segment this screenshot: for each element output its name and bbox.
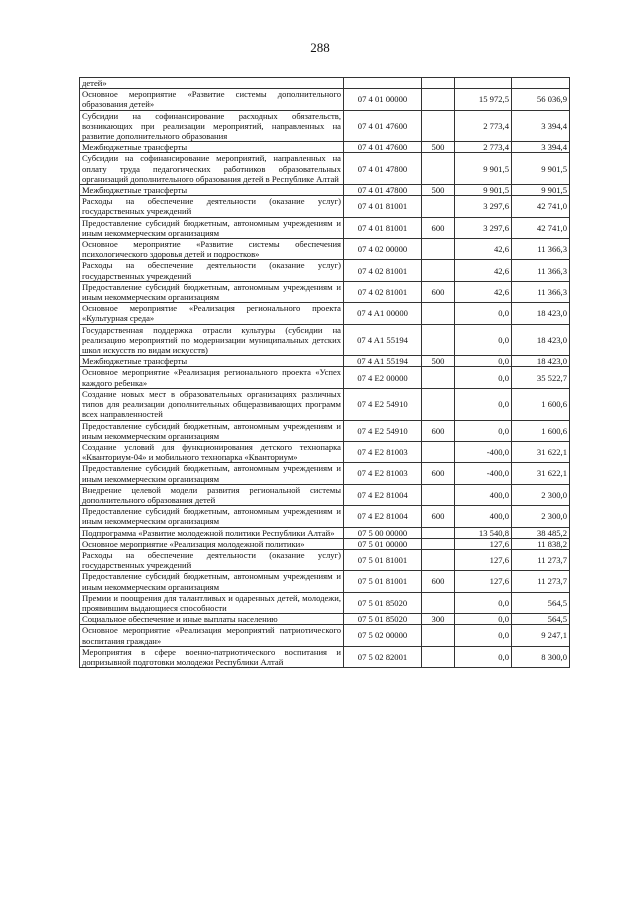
row-name: Мероприятия в сфере военно-патриотического воспитания и допризывной подготовки молодежи Республики Алтай — [80, 646, 344, 667]
table-row — [80, 571, 570, 592]
row-name: Расходы на обеспечение деятельности (оказание услуг) государственных учреждений — [80, 196, 344, 217]
row-code: 07 4 01 47800 — [344, 185, 422, 196]
row-expense-type: 600 — [422, 217, 455, 238]
row-expense-type — [422, 260, 455, 281]
row-code: 07 4 E2 54910 — [344, 420, 422, 441]
table-row — [80, 538, 570, 549]
row-name: Основное мероприятие «Развитие системы обеспечения психологического здоровья детей и подростков» — [80, 239, 344, 260]
row-name: Предоставление субсидий бюджетным, автономным учреждениям и иным некоммерческим организациям — [80, 281, 344, 302]
row-name: Межбюджетные трансферты — [80, 185, 344, 196]
table-row — [80, 420, 570, 441]
row-expense-type — [422, 196, 455, 217]
table-row — [80, 484, 570, 505]
row-value-total: 564,5 — [512, 614, 570, 625]
row-value-change: 0,0 — [455, 388, 512, 420]
row-name: Межбюджетные трансферты — [80, 356, 344, 367]
table-row — [80, 463, 570, 484]
row-code: 07 5 01 81001 — [344, 571, 422, 592]
row-code: 07 5 01 81001 — [344, 549, 422, 570]
row-expense-type — [422, 549, 455, 570]
row-value-change: 0,0 — [455, 420, 512, 441]
row-value-change: 0,0 — [455, 614, 512, 625]
row-name: Премии и поощрения для талантливых и одаренных детей, молодежи, проявившим выдающиеся способности — [80, 592, 344, 613]
row-code: 07 4 E2 81003 — [344, 441, 422, 462]
row-expense-type — [422, 110, 455, 142]
row-name: Расходы на обеспечение деятельности (оказание услуг) государственных учреждений — [80, 549, 344, 570]
row-name: Основное мероприятие «Реализация молодежной политики» — [80, 538, 344, 549]
table-row — [80, 185, 570, 196]
row-value-total: 42 741,0 — [512, 196, 570, 217]
table-row — [80, 239, 570, 260]
row-name: Предоставление субсидий бюджетным, автономным учреждениям и иным некоммерческим организациям — [80, 463, 344, 484]
row-value-change: 400,0 — [455, 506, 512, 527]
row-value-change: 9 901,5 — [455, 185, 512, 196]
row-value-change: 0,0 — [455, 625, 512, 646]
row-code: 07 4 01 00000 — [344, 89, 422, 110]
row-name: детей» — [80, 78, 344, 89]
table-row — [80, 196, 570, 217]
row-expense-type — [422, 78, 455, 89]
row-code: 07 5 00 00000 — [344, 527, 422, 538]
row-code — [344, 78, 422, 89]
row-code: 07 4 E2 00000 — [344, 367, 422, 388]
row-value-change — [455, 78, 512, 89]
row-expense-type: 600 — [422, 420, 455, 441]
row-value-total: 9 901,5 — [512, 185, 570, 196]
table-row — [80, 388, 570, 420]
row-value-change: 42,6 — [455, 239, 512, 260]
row-name: Подпрограмма «Развитие молодежной политики Республики Алтай» — [80, 527, 344, 538]
row-expense-type — [422, 388, 455, 420]
row-value-total: 42 741,0 — [512, 217, 570, 238]
row-name: Расходы на обеспечение деятельности (оказание услуг) государственных учреждений — [80, 260, 344, 281]
row-value-total: 8 300,0 — [512, 646, 570, 667]
row-value-total: 9 247,1 — [512, 625, 570, 646]
row-expense-type — [422, 527, 455, 538]
row-value-change: 2 773,4 — [455, 142, 512, 153]
row-value-change: 0,0 — [455, 367, 512, 388]
table-row — [80, 592, 570, 613]
row-expense-type: 500 — [422, 142, 455, 153]
row-code: 07 4 01 47600 — [344, 142, 422, 153]
row-value-change: 0,0 — [455, 646, 512, 667]
page-number: 288 — [310, 40, 330, 55]
row-name: Основное мероприятие «Реализация регионального проекта «Культурная среда» — [80, 303, 344, 324]
row-expense-type — [422, 538, 455, 549]
row-name: Предоставление субсидий бюджетным, автономным учреждениям и иным некоммерческим организациям — [80, 420, 344, 441]
row-name: Основное мероприятие «Развитие системы дополнительного образования детей» — [80, 89, 344, 110]
row-expense-type: 600 — [422, 463, 455, 484]
row-name: Субсидии на софинансирование расходных обязательств, возникающих при реализации мероприятий, направленных на развитие дополнительного образования — [80, 110, 344, 142]
row-expense-type — [422, 625, 455, 646]
budget-table-body — [80, 78, 570, 668]
row-value-change: 42,6 — [455, 260, 512, 281]
row-code: 07 5 01 85020 — [344, 592, 422, 613]
table-row — [80, 110, 570, 142]
row-code: 07 5 01 85020 — [344, 614, 422, 625]
row-code: 07 5 01 00000 — [344, 538, 422, 549]
row-value-change: 0,0 — [455, 356, 512, 367]
row-value-change: 3 297,6 — [455, 217, 512, 238]
row-value-total: 31 622,1 — [512, 441, 570, 462]
row-code: 07 4 E2 81004 — [344, 506, 422, 527]
row-code: 07 4 01 81001 — [344, 196, 422, 217]
row-expense-type — [422, 592, 455, 613]
row-name: Внедрение целевой модели развития региональной системы дополнительного образования детей — [80, 484, 344, 505]
table-row — [80, 281, 570, 302]
row-value-change: 13 540,8 — [455, 527, 512, 538]
table-row — [80, 527, 570, 538]
budget-table — [79, 77, 570, 668]
table-row — [80, 260, 570, 281]
row-code: 07 4 01 81001 — [344, 217, 422, 238]
table-row — [80, 324, 570, 356]
table-row — [80, 142, 570, 153]
row-value-total: 11 838,2 — [512, 538, 570, 549]
row-value-total: 2 300,0 — [512, 506, 570, 527]
row-expense-type — [422, 89, 455, 110]
row-value-total: 11 366,3 — [512, 239, 570, 260]
table-row — [80, 153, 570, 185]
row-code: 07 4 E2 81003 — [344, 463, 422, 484]
row-code: 07 5 02 00000 — [344, 625, 422, 646]
table-row — [80, 549, 570, 570]
table-row — [80, 217, 570, 238]
row-code: 07 4 A1 00000 — [344, 303, 422, 324]
row-value-change: 400,0 — [455, 484, 512, 505]
row-expense-type: 600 — [422, 281, 455, 302]
row-value-change: 0,0 — [455, 592, 512, 613]
row-value-total: 1 600,6 — [512, 420, 570, 441]
row-value-total: 56 036,9 — [512, 89, 570, 110]
row-code: 07 4 A1 55194 — [344, 356, 422, 367]
row-value-change: 9 901,5 — [455, 153, 512, 185]
row-code: 07 4 E2 81004 — [344, 484, 422, 505]
row-value-change: 15 972,5 — [455, 89, 512, 110]
row-expense-type — [422, 367, 455, 388]
row-value-change: 42,6 — [455, 281, 512, 302]
row-value-change: 127,6 — [455, 549, 512, 570]
row-value-change: -400,0 — [455, 463, 512, 484]
row-value-change: 0,0 — [455, 303, 512, 324]
row-value-change: 127,6 — [455, 571, 512, 592]
row-value-total: 35 522,7 — [512, 367, 570, 388]
row-name: Предоставление субсидий бюджетным, автономным учреждениям и иным некоммерческим организациям — [80, 217, 344, 238]
row-name: Межбюджетные трансферты — [80, 142, 344, 153]
row-name: Основное мероприятие «Реализация мероприятий патриотического воспитания граждан» — [80, 625, 344, 646]
row-code: 07 4 E2 54910 — [344, 388, 422, 420]
row-value-total: 11 366,3 — [512, 260, 570, 281]
row-value-total: 3 394,4 — [512, 142, 570, 153]
row-code: 07 4 01 47800 — [344, 153, 422, 185]
row-value-total — [512, 78, 570, 89]
row-value-change: 3 297,6 — [455, 196, 512, 217]
row-name: Создание новых мест в образовательных организациях различных типов для реализации дополнительных общеразвивающих программ всех направленностей — [80, 388, 344, 420]
row-expense-type: 500 — [422, 356, 455, 367]
row-name: Предоставление субсидий бюджетным, автономным учреждениям и иным некоммерческим организациям — [80, 571, 344, 592]
row-name: Основное мероприятие «Реализация регионального проекта «Успех каждого ребенка» — [80, 367, 344, 388]
row-name: Социальное обеспечение и иные выплаты населению — [80, 614, 344, 625]
row-name: Субсидии на софинансирование мероприятий, направленных на оплату труда педагогических работников образовательных организаций дополнительного образования детей в Республике Алтай — [80, 153, 344, 185]
row-expense-type — [422, 324, 455, 356]
row-expense-type — [422, 484, 455, 505]
table-row — [80, 441, 570, 462]
row-name: Предоставление субсидий бюджетным, автономным учреждениям и иным некоммерческим организациям — [80, 506, 344, 527]
row-value-total: 31 622,1 — [512, 463, 570, 484]
row-code: 07 4 02 00000 — [344, 239, 422, 260]
row-value-total: 564,5 — [512, 592, 570, 613]
row-value-total: 18 423,0 — [512, 303, 570, 324]
row-code: 07 4 01 47600 — [344, 110, 422, 142]
row-expense-type: 300 — [422, 614, 455, 625]
table-row — [80, 356, 570, 367]
row-value-change: -400,0 — [455, 441, 512, 462]
row-name: Создание условий для функционирования детского технопарка «Кванториум-04» и мобильного технопарка «Кванториум» — [80, 441, 344, 462]
row-value-total: 9 901,5 — [512, 153, 570, 185]
row-code: 07 5 02 82001 — [344, 646, 422, 667]
row-value-change: 2 773,4 — [455, 110, 512, 142]
row-expense-type: 600 — [422, 571, 455, 592]
table-row — [80, 89, 570, 110]
row-expense-type — [422, 239, 455, 260]
row-expense-type — [422, 646, 455, 667]
row-expense-type: 500 — [422, 185, 455, 196]
row-name: Государственная поддержка отрасли культуры (субсидии на реализацию мероприятий по модернизации муниципальных детских школ искусств по видам искусств) — [80, 324, 344, 356]
row-value-total: 2 300,0 — [512, 484, 570, 505]
row-value-change: 127,6 — [455, 538, 512, 549]
row-value-total: 3 394,4 — [512, 110, 570, 142]
table-row — [80, 303, 570, 324]
table-row — [80, 78, 570, 89]
row-expense-type — [422, 303, 455, 324]
row-value-total: 18 423,0 — [512, 324, 570, 356]
row-value-total: 11 366,3 — [512, 281, 570, 302]
row-code: 07 4 02 81001 — [344, 281, 422, 302]
row-code: 07 4 02 81001 — [344, 260, 422, 281]
row-expense-type — [422, 441, 455, 462]
table-row — [80, 367, 570, 388]
table-row — [80, 506, 570, 527]
row-value-total: 11 273,7 — [512, 549, 570, 570]
row-value-change: 0,0 — [455, 324, 512, 356]
row-code: 07 4 A1 55194 — [344, 324, 422, 356]
row-value-total: 11 273,7 — [512, 571, 570, 592]
row-value-total: 1 600,6 — [512, 388, 570, 420]
row-expense-type — [422, 153, 455, 185]
table-row — [80, 646, 570, 667]
row-value-total: 18 423,0 — [512, 356, 570, 367]
row-value-total: 38 485,2 — [512, 527, 570, 538]
row-expense-type: 600 — [422, 506, 455, 527]
table-row — [80, 614, 570, 625]
table-row — [80, 625, 570, 646]
